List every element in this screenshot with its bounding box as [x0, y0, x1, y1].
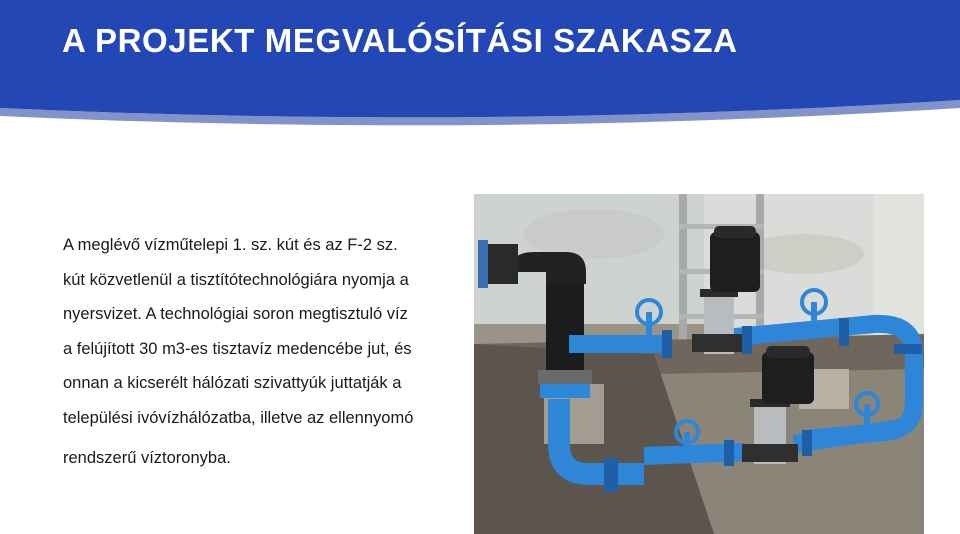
body-line: A meglévő vízműtelepi 1. sz. kút és az F-2 sz.: [63, 236, 398, 254]
body-line: a felújított 30 m3-es tisztavíz medencébe jut, és: [63, 339, 412, 358]
slide-title: A PROJEKT MEGVALÓSÍTÁSI SZAKASZA: [62, 22, 738, 59]
body-line: kút közvetlenül a tisztítótechnológiára nyomja a: [63, 270, 409, 289]
banner-shape: [0, 0, 960, 135]
body-line: települési ivóvízhálózatba, illetve az ellennyomó: [63, 408, 414, 427]
pump-station-illustration: [474, 194, 924, 534]
body-line: nyersvizet. A technológiai soron megtisztuló víz: [63, 305, 408, 323]
body-line: onnan a kicserélt hálózati szivattyúk juttatják a: [63, 374, 402, 392]
pump-station-photo: [474, 194, 924, 534]
body-paragraph: [63, 228, 463, 476]
body-line: rendszerű víztoronyba.: [63, 449, 231, 467]
title-banner: [0, 0, 960, 135]
